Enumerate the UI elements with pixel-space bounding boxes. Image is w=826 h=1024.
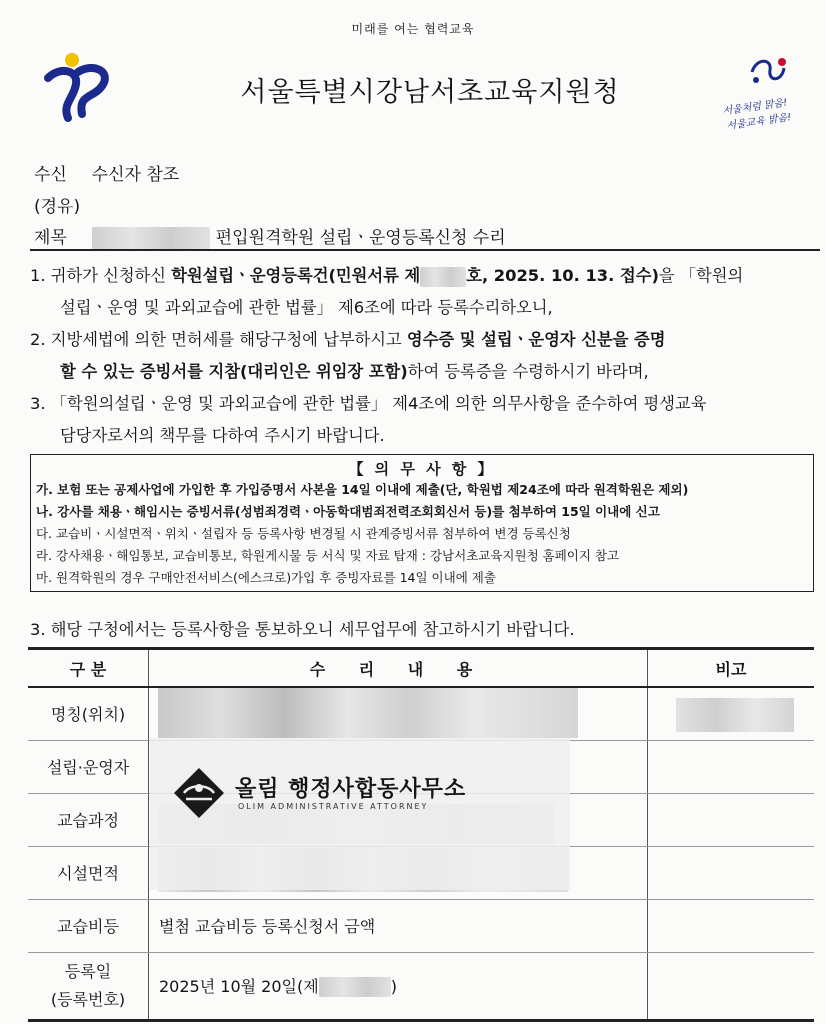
office-title: 서울특별시강남서초교육지원청	[240, 77, 620, 108]
recipient-value: 수신자 참조	[91, 165, 180, 185]
redacted-note	[676, 698, 794, 732]
duty-item: 다. 교습비ㆍ시설면적ㆍ위치ㆍ설립자 등 등록사항 변경될 시 관계증빙서류 첨부하여 변경 등록신청	[36, 526, 571, 541]
p3-text-a: 「학원의설립ㆍ운영 및 과외교습에 관한 법률」 제4조에 의한 의무사항을 준수하여 평생교육	[50, 394, 707, 413]
p1-text-d: 을 「학원의	[658, 266, 744, 285]
row-label: 시설면적	[28, 846, 149, 899]
row-label-line-1: 등록일	[64, 961, 112, 981]
p2-text-a: 지방세법에 의한 면허세를 해당구청에 납부하시고	[50, 330, 407, 349]
duty-item: 마. 원격학원의 경우 구매안전서비스(에스크로)가입 후 증빙자료를 14일 이내에 제출	[36, 570, 496, 585]
redacted-document-number	[420, 267, 466, 287]
slogan: 미래를 여는 협력교육	[351, 22, 475, 36]
p1-text-e: 설립ㆍ운영 및 과외교습에 관한 법률」 제6조에 따라 등록수리하오니,	[60, 298, 553, 317]
redacted-registration-number	[319, 977, 391, 997]
table-header-row	[28, 649, 814, 688]
duties-box	[30, 454, 814, 592]
redacted-name-location	[158, 688, 578, 738]
row-note	[648, 740, 815, 793]
p2-text-b: 영수증 및 설립ㆍ운영자 신분을 증명	[406, 330, 666, 349]
via-line: (경유)	[34, 197, 81, 217]
watermark-emblem-icon	[172, 766, 226, 820]
registration-date-suffix: )	[390, 976, 397, 996]
p1-text-b: 학원설립ㆍ운영등록건(민원서류 제	[171, 266, 421, 285]
p3-text-b: 담당자로서의 책무를 다하여 주시기 바랍니다.	[60, 426, 385, 445]
duties-title: 【 의 무 사 항 】	[348, 460, 496, 478]
p2-text-d: 하여 등록증을 수령하시기 바라며,	[407, 362, 649, 381]
p1-number: 1.	[30, 266, 46, 285]
watermark-name: 올림 행정사합동사무소	[235, 777, 467, 802]
campaign-line-2: 서울교육 밝음!	[725, 112, 792, 133]
header-content: 수 리 내 용	[149, 649, 648, 688]
campaign-logo	[721, 52, 814, 133]
header-note: 비고	[648, 649, 815, 688]
row-label	[28, 952, 149, 1020]
watermark-subtitle: OLIM ADMINISTRATIVE ATTORNEY	[238, 802, 429, 811]
p2-text-c: 할 수 있는 증빙서를 지참(대리인은 위임장 포함)	[60, 362, 408, 381]
registration-date-prefix: 2025년 10월 20일(제	[159, 976, 319, 996]
row-note	[648, 846, 815, 899]
paragraph-3	[30, 388, 820, 452]
duty-item: 가. 보험 또는 공제사업에 가입한 후 가입증명서 사본을 14일 이내에 제출(단, 학원법 제24조에 따라 원격학원은 제외)	[36, 482, 689, 497]
redacted-academy-name	[92, 227, 210, 249]
campaign-line-1: 서울처럼 맑음!	[721, 97, 789, 118]
duty-item: 라. 강사채용ㆍ해임통보, 교습비통보, 학원게시물 등 서식 및 자료 탑재 : 강남서초교육지원청 홈페이지 참고	[36, 548, 620, 563]
paragraph-2	[30, 324, 820, 388]
row-note	[648, 899, 815, 952]
header-category: 구 분	[28, 649, 149, 688]
p1-text-a: 귀하가 신청하신	[50, 266, 172, 285]
p2-number: 2.	[30, 330, 46, 349]
p1-text-c: 호, 2025. 10. 13. 접수)	[466, 266, 659, 285]
row-label: 명칭(위치)	[28, 687, 149, 740]
table-row	[28, 899, 814, 952]
section-3-notice: 3. 해당 구청에서는 등록사항을 통보하오니 세무업무에 참고하시기 바랍니다.	[30, 620, 575, 639]
p3-number: 3.	[30, 394, 46, 413]
row-label: 설립·운영자	[28, 740, 149, 793]
row-note	[648, 793, 815, 846]
row-value: 별첨 교습비등 등록신청서 금액	[149, 899, 648, 952]
seoul-education-logo	[38, 48, 116, 126]
row-label: 교습비등	[28, 899, 149, 952]
paragraph-1	[30, 260, 820, 324]
recipient-label: 수신	[34, 165, 67, 185]
subject-label: 제목	[34, 228, 67, 248]
subject-divider	[30, 249, 820, 251]
row-note	[648, 952, 815, 1020]
campaign-emblem-icon	[722, 52, 814, 92]
row-label: 교습과정	[28, 793, 149, 846]
subject-value: 편입원격학원 설립ㆍ운영등록신청 수리	[215, 228, 506, 248]
table-row	[28, 952, 814, 1020]
duty-item: 나. 강사를 채용ㆍ해임시는 증빙서류(성범죄경력ㆍ아동학대범죄전력조회회신서 등)를 첨부하여 15일 이내에 신고	[36, 504, 660, 519]
row-label-line-2: (등록번호)	[50, 989, 126, 1009]
subject-line	[34, 223, 506, 249]
row-value	[149, 952, 648, 1020]
recipient-line	[34, 160, 179, 185]
